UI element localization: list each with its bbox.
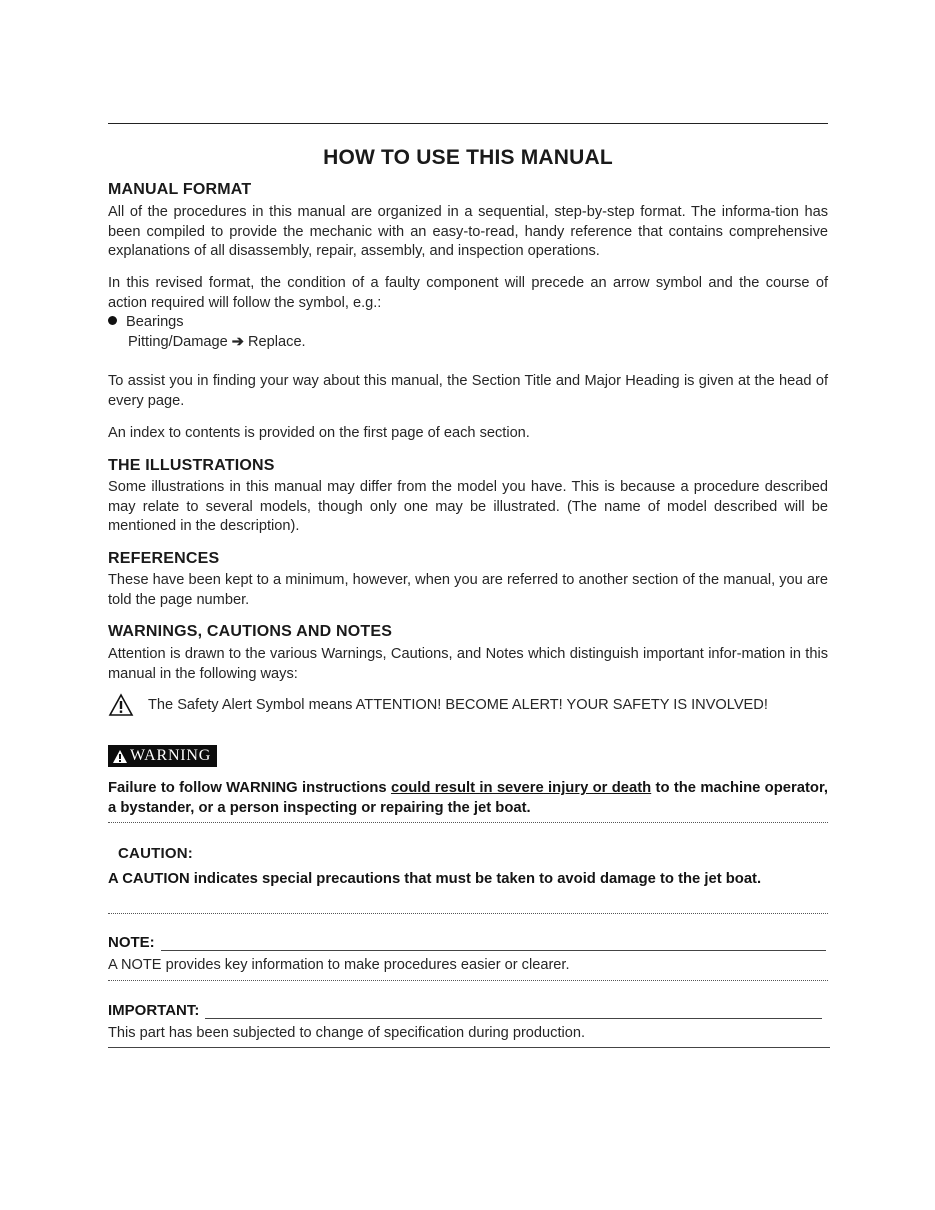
manual-format-paragraph-2: In this revised format, the condition of a faulty component will precede an arrow symbol and the course of action required will follow the symbol, e.g.: [108,275,828,311]
caution-text: A CAUTION indicates special precautions that must be taken to avoid damage to the jet boat. [108,871,762,887]
arrow-icon: ➔ [231,334,245,350]
important-text: This part has been subjected to change of specification during production. [108,1025,586,1041]
warnings-paragraph: Attention is drawn to the various Warnings, Cautions, and Notes which distinguish important infor-mation in this manual in the following ways: [108,646,828,682]
warning-emphasis: could result in severe injury or death [390,780,652,796]
manual-format-paragraph-1: All of the procedures in this manual are organized in a sequential, step-by-step format. The informa-tion has been compiled to provide the mechanic with an easy-to-read, handy reference that contains comprehensive explanations of all disassembly, repair, assembly, and inspection operations. [108,204,828,259]
references-heading: REFERENCES [108,550,220,567]
manual-format-paragraph-3: To assist you in finding your way about this manual, the Section Title and Major Heading is given at the head of every page. [108,373,828,409]
warning-divider [108,822,828,823]
safety-alert-text: The Safety Alert Symbol means ATTENTION! BECOME ALERT! YOUR SAFETY IS INVOLVED! [148,697,768,713]
warning-text: Failure to follow WARNING instructions could result in severe injury or death to the machine operator, a bystander, or a person inspecting or repairing the jet boat. [108,780,828,816]
important-rule [205,1006,822,1019]
safety-alert-line [108,693,828,717]
references-paragraph: These have been kept to a minimum, however, when you are referred to another section of the manual, you are told the page number. [108,572,828,608]
caution-divider [108,913,828,914]
note-rule [161,938,826,951]
warning-label: WARNING [130,747,212,764]
note-label: NOTE: [108,934,155,951]
bullet-item: Bearings [108,313,184,333]
example-action: Replace. [248,334,306,350]
warning-label-box [108,745,217,767]
note-divider [108,980,828,981]
caution-label: CAUTION: [118,845,193,862]
safety-alert-icon [108,693,134,717]
manual-format-paragraph-4: An index to contents is provided on the first page of each section. [108,425,530,441]
important-divider [108,1047,830,1048]
important-label: IMPORTANT: [108,1002,200,1019]
illustrations-heading: THE ILLUSTRATIONS [108,457,275,474]
note-label-row [108,934,826,951]
note-text: A NOTE provides key information to make procedures easier or clearer. [108,957,570,973]
important-label-row [108,1002,822,1019]
bullet-dot-icon [108,316,117,325]
warning-triangle-icon [112,749,128,764]
example-condition: Pitting/Damage [128,334,228,350]
illustrations-paragraph: Some illustrations in this manual may differ from the model you have. This is because a procedure described may relate to several models, though only one may be illustrated. (The name of model described will be mentioned in the description). [108,479,828,534]
top-rule [108,123,828,124]
warnings-heading: WARNINGS, CAUTIONS AND NOTES [108,623,393,640]
manual-format-heading: MANUAL FORMAT [108,181,252,198]
example-line [128,333,306,353]
page-title: HOW TO USE THIS MANUAL [323,146,613,169]
